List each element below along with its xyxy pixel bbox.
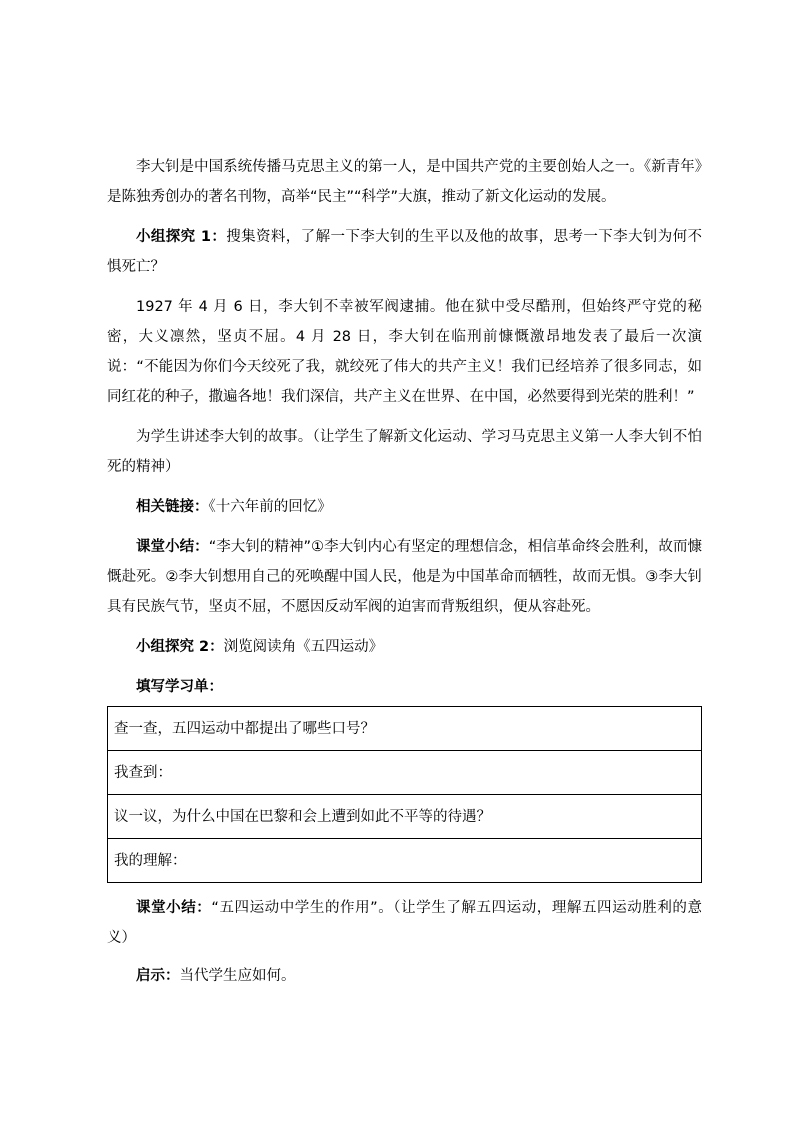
related-link-text: 《十六年前的回忆》 <box>208 499 332 515</box>
table-row <box>108 707 702 751</box>
worksheet-cell: 查一查，五四运动中都提出了哪些口号？ <box>108 707 702 751</box>
related-link-label: 相关链接： <box>136 499 209 515</box>
worksheet-heading <box>107 672 702 702</box>
class-summary-1 <box>107 532 702 622</box>
story-paragraph <box>107 292 702 412</box>
group-inquiry-1-label: 小组探究 1： <box>136 229 227 245</box>
teacher-note-paragraph <box>107 422 702 482</box>
class-summary-2-text: “五四运动中学生的作用”。（让学生了解五四运动，理解五四运动胜利的意义） <box>107 900 702 946</box>
class-summary-1-label: 课堂小结： <box>136 539 209 555</box>
related-link-paragraph <box>107 492 702 522</box>
enlightenment-label: 启示： <box>136 968 180 984</box>
worksheet-table <box>107 706 702 883</box>
story-text: 1927 年 4 月 6 日，李大钊不幸被军阀逮捕。他在狱中受尽酷刑，但始终严守党的秘密，大义凛然，坚贞不屈。4 月 28 日，李大钊在临刑前慷慨激昂地发表了最后一次演说：“不能因为你们今天绞死了我，就绞死了伟大的共产主义！我们已经培养了很多同志，如同红花的种子，撒遍各地！我们深信，共产主义在世界、在中国，必然要得到光荣的胜利！” <box>107 299 702 405</box>
group-inquiry-1 <box>107 222 702 282</box>
group-inquiry-1-text: 搜集资料，了解一下李大钊的生平以及他的故事，思考一下李大钊为何不惧死亡？ <box>107 229 703 275</box>
worksheet-cell: 议一议，为什么中国在巴黎和会上遭到如此不平等的待遇？ <box>108 795 702 839</box>
group-inquiry-2-text: 浏览阅读角《五四运动》 <box>223 639 384 655</box>
enlightenment-paragraph <box>107 961 702 991</box>
document-page <box>107 152 702 1001</box>
class-summary-2-label: 课堂小结： <box>136 900 212 916</box>
group-inquiry-2-label: 小组探究 2： <box>136 639 224 655</box>
worksheet-label: 填写学习单： <box>136 679 223 695</box>
table-row <box>108 839 702 883</box>
enlightenment-text: 当代学生应如何。 <box>179 968 296 984</box>
teacher-note-text: 为学生讲述李大钊的故事。（让学生了解新文化运动、学习马克思主义第一人李大钊不怕死的精神） <box>107 429 702 475</box>
intro-paragraph <box>107 152 702 212</box>
table-row <box>108 795 702 839</box>
worksheet-cell: 我查到： <box>108 751 702 795</box>
class-summary-2 <box>107 893 702 953</box>
intro-text: 李大钊是中国系统传播马克思主义的第一人，是中国共产党的主要创始人之一。《新青年》是陈独秀创办的著名刊物，高举“民主”“科学”大旗，推动了新文化运动的发展。 <box>107 159 702 205</box>
group-inquiry-2 <box>107 632 702 662</box>
worksheet-cell: 我的理解： <box>108 839 702 883</box>
class-summary-1-text: “李大钊的精神”①李大钊内心有坚定的理想信念，相信革命终会胜利，故而慷慨赴死。②李大钊想用自己的死唤醒中国人民，他是为中国革命而牺牲，故而无惧。③李大钊具有民族气节，坚贞不屈，不愿因反动军阀的迫害而背叛组织，便从容赴死。 <box>107 539 703 615</box>
table-row <box>108 751 702 795</box>
